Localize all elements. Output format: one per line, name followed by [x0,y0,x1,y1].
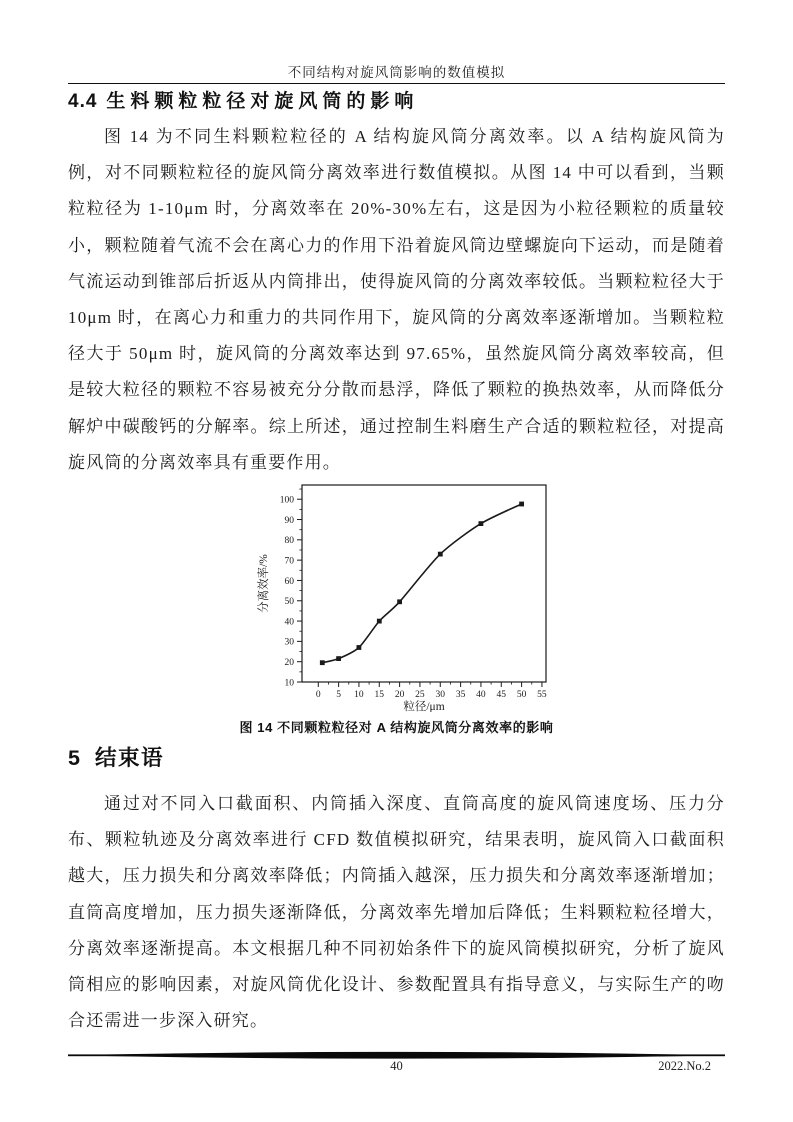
svg-text:粒径/μm: 粒径/μm [403,701,445,712]
svg-text:60: 60 [284,576,294,587]
section-4-4-number: 4.4 [68,91,98,112]
svg-text:20: 20 [284,657,294,668]
svg-text:20: 20 [394,690,405,700]
footer-row [68,1059,725,1077]
section-5-paragraph: 通过对不同入口截面积、内筒插入深度、直筒高度的旋风筒速度场、压力分布、颗粒轨迹及分离效率进行 CFD 数值模拟研究，结果表明，旋风筒入口截面积越大，压力损失和分离效率降低；内筒插入越深，压力损失和分离效率逐渐增加；直筒高度增加，压力损失逐渐降低，分离效率先增加后降低；生料颗粒粒径增大，分离效率逐渐提高。本文根据几种不同初始条件下的旋风筒模拟研究，分析了旋风筒相应的影响因素，对旋风筒优化设计、参数配置具有指导意义，与实际生产的吻合还需进一步深入研究。 [68,794,725,1031]
section-4-4-paragraph: 图 14 为不同生料颗粒粒径的 A 结构旋风筒分离效率。以 A 结构旋风筒为例，对不同颗粒粒径的旋风筒分离效率进行数值模拟。从图 14 中可以看到，当颗粒粒径为 1-10μm 时，分离效率在 20%-30%左右，这是因为小粒径颗粒的质量较小，颗粒随着气流不会在离心力的作用下沿着旋风筒边壁螺旋向下运动，而是随着气流运动到锥部后折返从内筒排出，使得旋风筒的分离效率较低。当颗粒粒径大于 10μm 时，在离心力和重力的共同作用下，旋风筒的分离效率逐渐增加。当颗粒粒径大于 50μm 时，旋风筒的分离效率达到 97.65%，虽然旋风筒分离效率较高，但是较大粒径的颗粒不容易被充分分散而悬浮，降低了颗粒的换热效率，从而降低分解炉中碳酸钙的分解率。综上所述，通过控制生料磨生产合适的颗粒粒径，对提高旋风筒的分离效率具有重要作用。 [68,127,725,472]
svg-text:40: 40 [284,617,294,628]
svg-text:15: 15 [374,690,385,700]
svg-text:0: 0 [315,690,321,700]
section-4-4-heading [68,86,418,113]
svg-text:5: 5 [336,690,341,700]
svg-text:50: 50 [284,597,294,608]
figure-14-caption: 图 14 不同颗粒粒径对 A 结构旋风筒分离效率的影响 [239,720,554,735]
svg-text:55: 55 [537,690,547,700]
figure-14 [68,480,725,714]
svg-text:30: 30 [435,690,446,700]
svg-text:45: 45 [496,690,507,700]
svg-text:分离效率/%: 分离效率/% [258,554,270,613]
figure-14-chart [254,480,554,712]
header-rule [68,83,725,84]
page-number: 40 [390,1059,403,1073]
svg-text:35: 35 [455,690,466,700]
section-5-number: 5 [68,746,80,770]
svg-text:25: 25 [415,690,425,700]
svg-text:10: 10 [284,678,294,689]
svg-text:50: 50 [516,690,527,700]
svg-text:70: 70 [284,556,294,567]
svg-text:30: 30 [284,637,294,648]
section-5-title: 结束语 [94,746,164,770]
svg-text:90: 90 [284,515,294,526]
svg-text:10: 10 [354,690,364,700]
svg-text:80: 80 [284,536,294,547]
running-header: 不同结构对旋风筒影响的数值模拟 [287,65,506,80]
section-4-4-title: 生料颗粒粒径对旋风筒的影响 [106,91,419,112]
svg-text:40: 40 [476,690,486,700]
issue-label: 2022.No.2 [658,1059,711,1073]
section-5-heading [68,741,164,772]
svg-text:100: 100 [279,495,294,506]
